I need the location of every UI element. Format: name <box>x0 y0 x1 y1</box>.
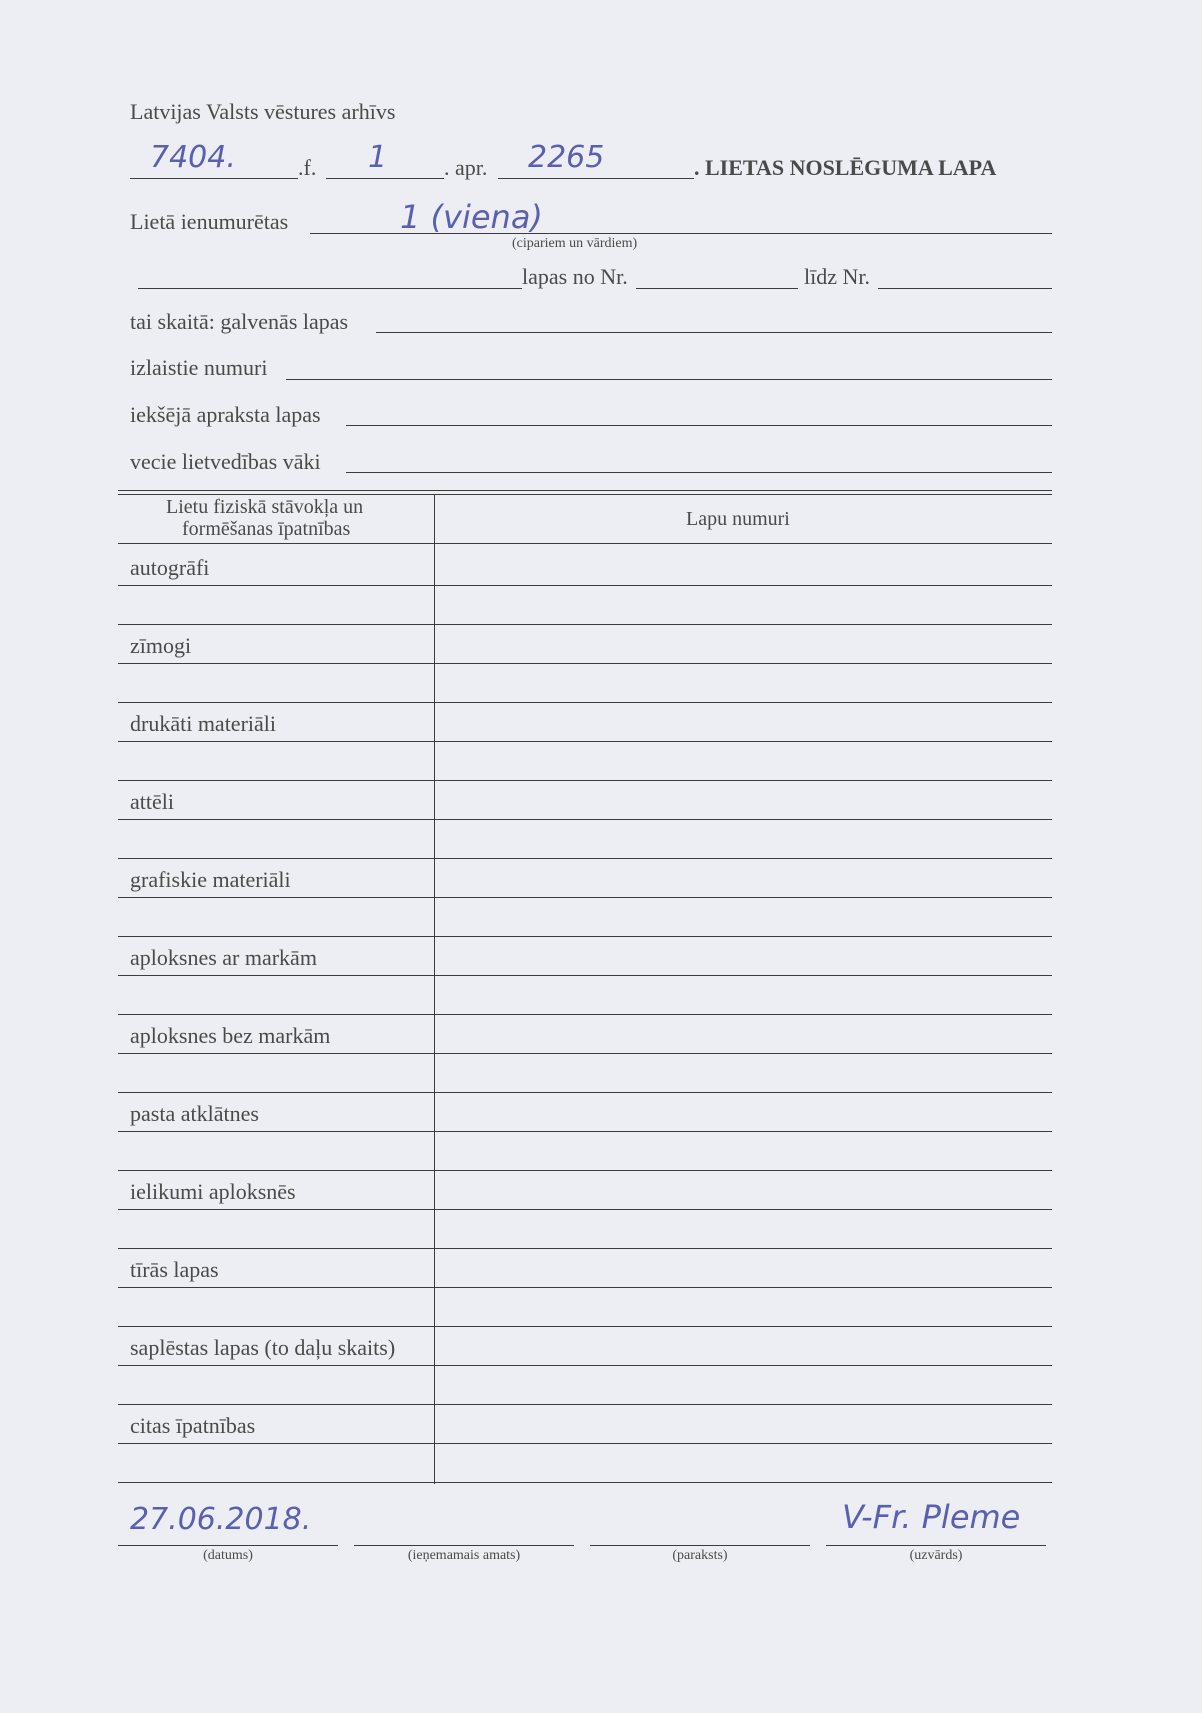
page-title: . LIETAS NOSLĒGUMA LAPA <box>694 155 997 180</box>
table-col2-header: Lapu numuri <box>686 508 790 530</box>
date-value: 27.06.2018. <box>130 1502 312 1537</box>
name-value: V-Fr. Pleme <box>842 1498 1021 1536</box>
table-column-divider <box>434 494 435 1484</box>
row-autographs: autogrāfi <box>130 555 210 580</box>
pages-total-line <box>138 288 522 289</box>
fond-label: .f. <box>298 155 317 180</box>
field-main-pages-label: tai skaitā: galvenās lapas <box>130 309 349 334</box>
pages-from-line <box>636 288 798 289</box>
row-blank-pages: tīrās lapas <box>130 1257 219 1282</box>
name-caption: (uzvārds) <box>909 1548 963 1563</box>
date-caption: (datums) <box>203 1548 253 1563</box>
numbered-line <box>310 233 1052 234</box>
row-printed-materials: drukāti materiāli <box>130 711 276 736</box>
file-value: 2265 <box>528 140 605 175</box>
row-graphic-materials: grafiskie materiāli <box>130 867 291 892</box>
row-seals: zīmogi <box>130 633 192 658</box>
table-top-line <box>118 490 1052 491</box>
position-caption: (ieņemamais amats) <box>407 1548 521 1563</box>
inventory-value: 1 <box>368 140 388 175</box>
field-inventory-pages-label: iekšējā apraksta lapas <box>130 402 321 427</box>
pages-from-label: lapas no Nr. <box>522 264 628 289</box>
row-envelopes-without-stamps: aploksnes bez markām <box>130 1023 331 1048</box>
numbered-caption: (cipariem un vārdiem) <box>512 236 638 251</box>
name-line <box>826 1545 1046 1546</box>
field-skipped-label: izlaistie numuri <box>130 355 268 380</box>
date-line <box>118 1545 338 1546</box>
table-col1-header-2: formēšanas īpatnības <box>182 518 351 540</box>
file-line <box>498 178 694 179</box>
row-other-features: citas īpatnības <box>130 1413 256 1438</box>
field-inventory-pages-line <box>346 425 1052 426</box>
signature-line <box>590 1545 810 1546</box>
table-header-line <box>118 543 1052 544</box>
row-torn-pages: saplēstas lapas (to daļu skaits) <box>130 1335 396 1360</box>
signature-caption: (paraksts) <box>672 1548 728 1563</box>
archive-name: Latvijas Valsts vēstures arhīvs <box>130 99 396 124</box>
pages-to-label: līdz Nr. <box>804 264 870 289</box>
field-old-covers-label: vecie lietvedības vāki <box>130 449 321 474</box>
row-envelope-inserts: ielikumi aploksnēs <box>130 1179 296 1204</box>
fond-line <box>130 178 298 179</box>
field-main-pages-line <box>376 332 1052 333</box>
field-skipped-line <box>286 379 1052 380</box>
field-old-covers-line <box>346 472 1052 473</box>
inventory-line <box>326 178 444 179</box>
fond-value: 7404. <box>150 140 236 175</box>
row-postcards: pasta atklātnes <box>130 1101 259 1126</box>
numbered-label: Lietā ienumurētas <box>130 209 289 234</box>
table-col1-header-1: Lietu fiziskā stāvokļa un <box>166 496 364 518</box>
inventory-label: . apr. <box>444 155 488 180</box>
row-images: attēli <box>130 789 174 814</box>
table-top-line-2 <box>118 494 1052 495</box>
row-envelopes-with-stamps: aploksnes ar markām <box>130 945 317 970</box>
numbered-value: 1 (viena) <box>400 198 543 236</box>
pages-to-line <box>878 288 1052 289</box>
position-line <box>354 1545 574 1546</box>
